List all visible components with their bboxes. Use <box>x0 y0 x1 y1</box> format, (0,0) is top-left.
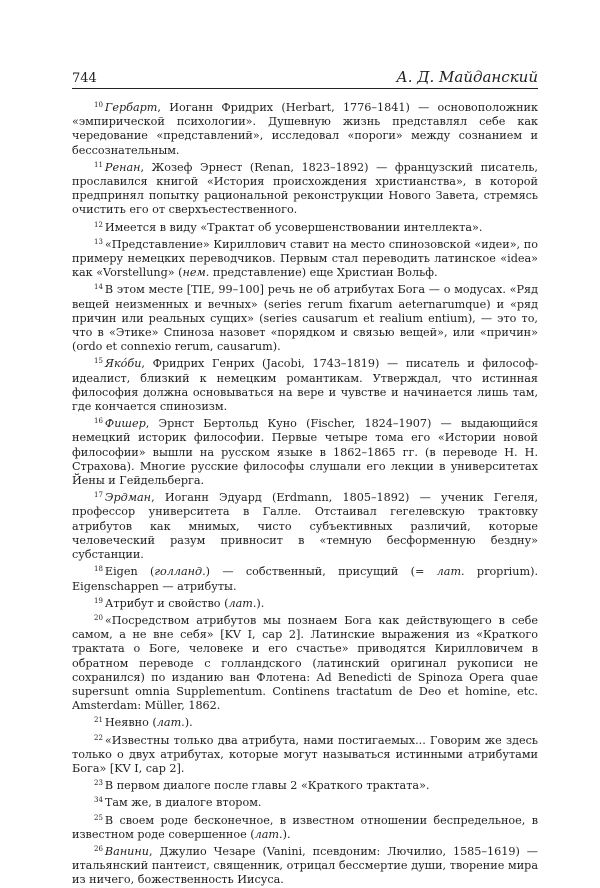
endnote-italic-text: Ренан <box>104 160 141 174</box>
endnote-text: Там же, в диалоге втором. <box>104 796 262 810</box>
endnote-number: 14 <box>94 283 103 292</box>
endnote-number: 15 <box>94 357 103 366</box>
endnote-italic-text: нем. <box>182 266 210 280</box>
endnote-number: 17 <box>94 491 103 500</box>
endnote-text: ) — собственный, присущий (= <box>205 565 437 579</box>
endnote-number: 25 <box>94 813 103 822</box>
endnote-italic-text: лат. <box>228 596 257 610</box>
endnote <box>72 414 538 488</box>
endnote <box>72 158 538 218</box>
endnote-text: , Иоганн Фридрих (Herbart, 1776–1841) — основоположник «эмпирической психологии». Душевную жизнь представлял себе как чередование «представлений», исследовал «пороги» между сознанием и бессознательным. <box>72 101 538 157</box>
endnote-italic-text: Ванини <box>104 844 149 858</box>
running-head-author: А. Д. Майданский <box>396 68 538 86</box>
endnote-text: В этом месте [TIE, 99–100] речь не об атрибутах Бога — о модусах. «Ряд вещей неизменных и вечных» (series rerum fixarum aeternarumque) и «ряд причин или реальных сущих» (series causarum et realium entium), — это то, что в «Этике» Спиноза назовет «порядком и связью вещей», или «причин» (ordo et connexio rerum, causarum). <box>72 283 538 354</box>
endnote-italic-text: лат. <box>254 827 283 841</box>
page-number: 744 <box>72 71 97 86</box>
endnote <box>72 488 538 562</box>
endnote-italic-text: Эрдман <box>104 491 152 505</box>
running-header <box>72 66 538 89</box>
endnote <box>72 98 538 158</box>
endnote-text: , Эрнст Бертольд Куно (Fischer, 1824–1907) — выдающийся немецкий историк философии. Первые четыре тома его «Истории новой философии» вышли на русском языке в 1862–1865 гг. (в переводе Н. Н. Страхова). Многие русские философы слушали его лекции в университетах Йены и Гейдельберга. <box>72 417 538 488</box>
endnote <box>72 611 538 713</box>
endnote-text: ). <box>184 716 193 730</box>
endnote-text: «Представление» Кириллович ставит на место спинозовской «идеи», по примеру немецких переводчиков. Первым стал переводить латинское «idea» как «Vorstellung» ( <box>72 237 538 280</box>
endnote-text: , Жозеф Эрнест (Renan, 1823–1892) — французский писатель, прославился книгой «История происхождения христианства», в которой предпринял попытку рациональной реконструкции Нового Завета, стремясь очистить его от сверхъестественного. <box>72 160 538 217</box>
endnote-number: 26 <box>94 844 103 853</box>
endnote-text: Имеется в виду «Трактат об усовершенствовании интеллекта». <box>104 220 483 234</box>
endnote-text: «Известны только два атрибута, нами постигаемых... Говорим же здесь только о двух атрибутах, которые могут называться истинными атрибутами Бога» [KV I, cap 2]. <box>72 733 538 775</box>
endnote-italic-text: Гербарт <box>104 101 158 114</box>
endnote-number: 10 <box>94 101 103 109</box>
endnote-number: 21 <box>94 716 103 725</box>
endnote <box>72 562 538 593</box>
endnote-text: , Фридрих Генрих (Jacobi, 1743–1819) — писатель и философ-идеалист, близкий к немецким романтикам. Утверждал, что истинная философия должна основываться на вере и чувстве и начинается лишь там, где кончается спинозизм. <box>72 357 538 414</box>
endnote-text: ). <box>282 827 291 841</box>
endnote-italic-text: Фишер <box>104 417 146 431</box>
endnote-number: 19 <box>94 596 103 605</box>
endnote-number: 23 <box>94 779 103 788</box>
endnote-number: 12 <box>94 220 103 229</box>
endnote <box>72 713 538 730</box>
endnote <box>72 594 538 611</box>
endnote <box>72 354 538 414</box>
endnote-number: 16 <box>94 417 103 426</box>
endnote-text: В своем роде бесконечное, в известном отношении беспредельное, в известном роде совершенное ( <box>72 813 538 841</box>
endnote <box>72 280 538 354</box>
endnote-italic-text: лат. <box>436 565 465 579</box>
endnotes <box>72 98 538 888</box>
endnote-text: представление) еще Христиан Вольф. <box>209 266 438 280</box>
endnote <box>72 235 538 281</box>
endnote-text: Eigen ( <box>104 565 155 579</box>
endnote-number: 34 <box>94 796 103 805</box>
endnote-text: proprium). Eigenschappen — атрибуты. <box>72 565 538 593</box>
endnote-text: Неявно ( <box>104 716 157 730</box>
endnote-number: 22 <box>94 733 103 742</box>
endnote-text: , Иоганн Эдуард (Erdmann, 1805–1892) — ученик Гегеля, профессор университета в Галле. Отстаивал гегелевскую трактовку атрибутов как мнимых, чисто субъективных различий, которые человеческий разум привносит в «темную бесформенную бездну» субстанции. <box>72 491 538 562</box>
endnote-text: В первом диалоге после главы 2 «Краткого трактата». <box>104 779 430 793</box>
endnote-number: 11 <box>94 160 103 169</box>
endnote <box>72 793 538 810</box>
endnote-italic-text: лат. <box>156 716 185 730</box>
endnote <box>72 218 538 235</box>
endnote-italic-text: Якóби <box>104 357 142 371</box>
endnote-text: ). <box>256 596 265 610</box>
endnote-text: «Посредством атрибутов мы познаем Бога как действующего в себе самом, а не вне себя» [KV I, cap 2]. Латинские выражения из «Краткого трактата о Боге, человеке и его счастье» приводятся Кирилловичем в обратном переводе с голландского (латинский оригинал рукописи не сохранился) по изданию ван Флотена: Ad Benedicti de Spinoza Opera quae supersunt omnia Supplementum. Continens tractatum de Deo et homine, etc. Amsterdam: Müller, 1862. <box>72 613 538 713</box>
endnote-number: 13 <box>94 237 103 246</box>
endnote-text: Атрибут и свойство ( <box>104 596 229 610</box>
endnote-number: 20 <box>94 613 103 622</box>
endnote <box>72 811 538 842</box>
endnote-number: 18 <box>94 565 103 574</box>
endnote-text: , Джулио Чезаре (Vanini, псевдоним: Лючилио, 1585–1619) — итальянский пантеист, священник, отрицал бессмертие души, творение мира из ничего, божественность Иисуса. <box>72 844 538 887</box>
endnote <box>72 731 538 777</box>
endnote-italic-text: голланд. <box>154 565 206 579</box>
endnote <box>72 776 538 793</box>
